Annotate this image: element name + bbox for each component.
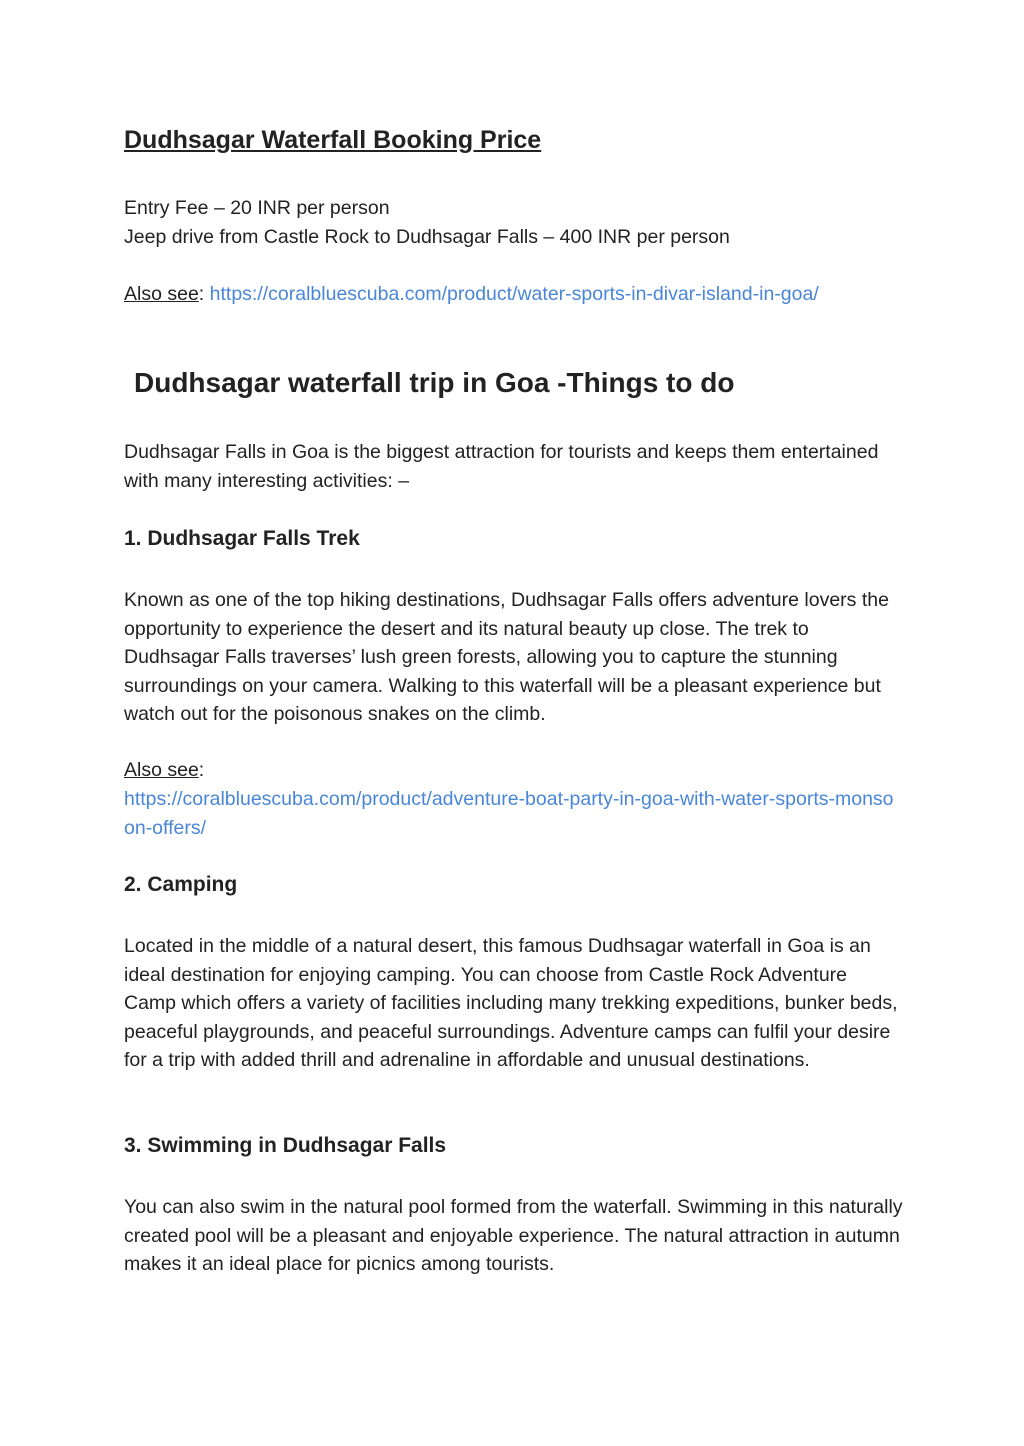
- also-see-1: [124, 280, 819, 309]
- jeep-fee-line: Jeep drive from Castle Rock to Dudhsagar Falls – 400 INR per person: [124, 226, 730, 248]
- item-3-paragraph: You can also swim in the natural pool formed from the waterfall. Swimming in this naturally created pool will be a pleasant and enjoyable experience. The natural attraction in autumn makes it an ideal place for picnics among tourists.: [124, 1196, 903, 1276]
- also-see-link-2[interactable]: https://coralbluescuba.com/product/adventure-boat-party-in-goa-with-water-sports-monsoon-offers/: [124, 788, 894, 839]
- item-1-paragraph: Known as one of the top hiking destinations, Dudhsagar Falls offers adventure lovers the opportunity to experience the desert and its natural beauty up close. The trek to Dudhsagar Falls traverses’ lush green forests, allowing you to capture the stunning surroundings on your camera. Walking to this waterfall will be a pleasant experience but watch out for the poisonous snakes on the climb.: [124, 589, 889, 726]
- intro-paragraph: Dudhsagar Falls in Goa is the biggest attraction for tourists and keeps them entertained with many interesting activities: –: [124, 441, 879, 492]
- item-2-paragraph: Located in the middle of a natural desert, this famous Dudhsagar waterfall in Goa is an ideal destination for enjoying camping. You can choose from Castle Rock Adventure Camp which offers a variety of facilities including many trekking expeditions, bunker beds, peaceful playgrounds, and peaceful surroundings. Adventure camps can fulfil your desire for a trip with added thrill and adrenaline in affordable and unusual destinations.: [124, 935, 898, 1072]
- fees-block: [124, 194, 730, 252]
- also-see-separator: :: [198, 759, 205, 781]
- also-see-link-1[interactable]: https://coralbluescuba.com/product/water-sports-in-divar-island-in-goa/: [209, 283, 819, 305]
- item-2-heading: 2. Camping: [124, 873, 238, 896]
- item-1-heading: 1. Dudhsagar Falls Trek: [124, 527, 360, 550]
- also-see-label: Also see: [124, 759, 199, 781]
- booking-price-title: Dudhsagar Waterfall Booking Price: [124, 126, 542, 154]
- entry-fee-line: Entry Fee – 20 INR per person: [124, 197, 390, 219]
- item-3-heading: 3. Swimming in Dudhsagar Falls: [124, 1134, 447, 1157]
- also-see-separator: :: [198, 283, 205, 305]
- also-see-2: [124, 756, 904, 843]
- things-to-do-heading: Dudhsagar waterfall trip in Goa -Things to do: [134, 367, 735, 398]
- also-see-label: Also see: [124, 283, 199, 305]
